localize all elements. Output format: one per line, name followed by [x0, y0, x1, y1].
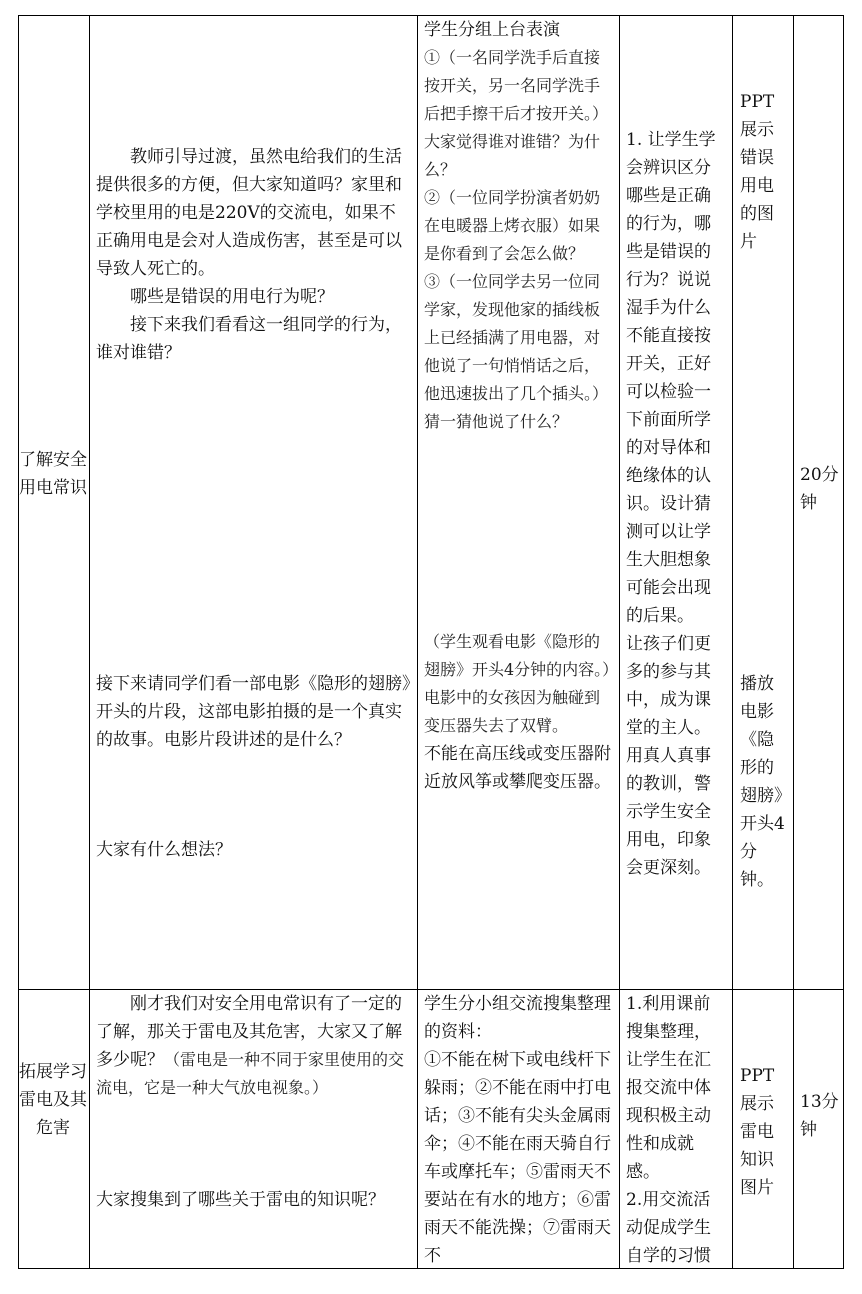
col-line-3 [619, 15, 620, 1269]
row1-student-p3: ②（一位同学扮演者奶奶在电暖器上烤衣服）如果是你看到了会怎么做？ [424, 188, 601, 263]
row1-time: 20分钟 [800, 465, 839, 513]
row1-media-ppt: PPT展示错误用电的图片 [740, 92, 775, 252]
col-line-5 [793, 15, 794, 1269]
row1-design-intent [626, 126, 726, 882]
row2-teacher [96, 990, 412, 1102]
row2-student-p2: ①不能在树下或电线杆下躲雨；②不能在雨中打电话；③不能有尖头金属雨伞；④不能在雨天骑自行车或摩托车；⑤雷雨天不要站在有水的地方；⑥雷雨天不能洗操；⑦雷雨天不 [424, 1050, 611, 1266]
row2-teacher-p1-text: 刚才我们对安全用电常识有了一定的了解，那关于雷电及其危害，大家又了解多少呢？ [96, 994, 402, 1070]
row2-topic: 拓展学习雷电及其危害 [19, 1062, 87, 1138]
row2-intent-p1: 1.利用课前搜集整理，让学生在汇报交流中体现积极主动性和成就感。 [626, 994, 711, 1182]
row1-teacher-p2: 哪些是错误的用电行为呢？ [130, 287, 334, 307]
row1-student-p4: ③（一位同学去另一位同学家，发现他家的插线板上已经插满了用电器，对他说了一句悄悄话之后，他迅速拔出了几个插头。）猜一猜他说了什么？ [424, 272, 609, 431]
row1-intent-p2: 让孩子们更多的参与其中，成为课堂的主人。用真人真事的教训，警示学生安全用电，印象会更深刻。 [626, 634, 711, 878]
row2-time: 13分钟 [800, 1092, 839, 1140]
row1-student-activity [424, 16, 614, 436]
row1-topic: 了解安全用电常识 [19, 450, 87, 498]
row2-student-activity [424, 990, 614, 1270]
row2-teacher-question: 大家搜集到了哪些关于雷电的知识呢？ [96, 1190, 385, 1210]
col-line-1 [89, 15, 90, 1269]
row2-teacher-note: （雷电是一种不同于家里使用的交流电，它是一种大气放电视象。） [96, 1050, 405, 1097]
col-line-4 [732, 15, 733, 1269]
row1-student-p2: ①（一名同学洗手后直接按开关，另一名同学洗手后把手擦干后才按开关。）大家觉得谁对谁错？为什么？ [424, 48, 609, 179]
row1-media-movie: 播放电影《隐形的翅膀》开头4分钟。 [740, 674, 785, 890]
row1-teacher-p1: 教师引导过渡，虽然电给我们的生活提供很多的方便，但大家知道吗？家里和学校里用的电是220V的交流电，如果不正确用电是会对人造成伤害，甚至是可以导致人死亡的。 [96, 147, 402, 279]
row2-student-p1: 学生分小组交流搜集整理的资料： [424, 994, 611, 1042]
row1-intent-p1: 1. 让学生学会辨识区分哪些是正确的行为，哪些是错误的行为？说说湿手为什么不能直接按开关，正好可以检验一下前面所学的对导体和绝缘体的认识。设计猜测可以让学生大胆想象可能会出现的后果。 [626, 130, 716, 626]
row1-teacher-p3: 接下来我们看看这一组同学的行为，谁对谁错？ [96, 315, 402, 363]
col-line-6 [843, 15, 844, 1269]
col-line-2 [417, 15, 418, 1269]
row1-student-p5: （学生观看电影《隐形的翅膀》开头4分钟的内容。）电影中的女孩因为触碰到变压器失去了双臂。 [424, 632, 611, 735]
row2-intent-p2: 2.用交流活动促成学生自学的习惯 [626, 1190, 711, 1266]
row2-design-intent [626, 990, 726, 1270]
row2-teacher-p1 [96, 990, 412, 1102]
row1-student-movie [424, 628, 614, 796]
row1-student-p1: 学生分组上台表演 [424, 20, 560, 40]
row1-teacher-movie: 接下来请同学们看一部电影《隐形的翅膀》开头的片段，这部电影拍摄的是一个真实的故事。电影片段讲述的是什么？ [96, 674, 411, 750]
row1-student-p6: 不能在高压线或变压器附近放风筝或攀爬变压器。 [424, 744, 611, 792]
row1-teacher-question: 大家有什么想法？ [96, 840, 232, 860]
row2-media-ppt: PPT展示雷电知识图片 [740, 1066, 775, 1198]
row1-teacher-intro [96, 143, 412, 367]
